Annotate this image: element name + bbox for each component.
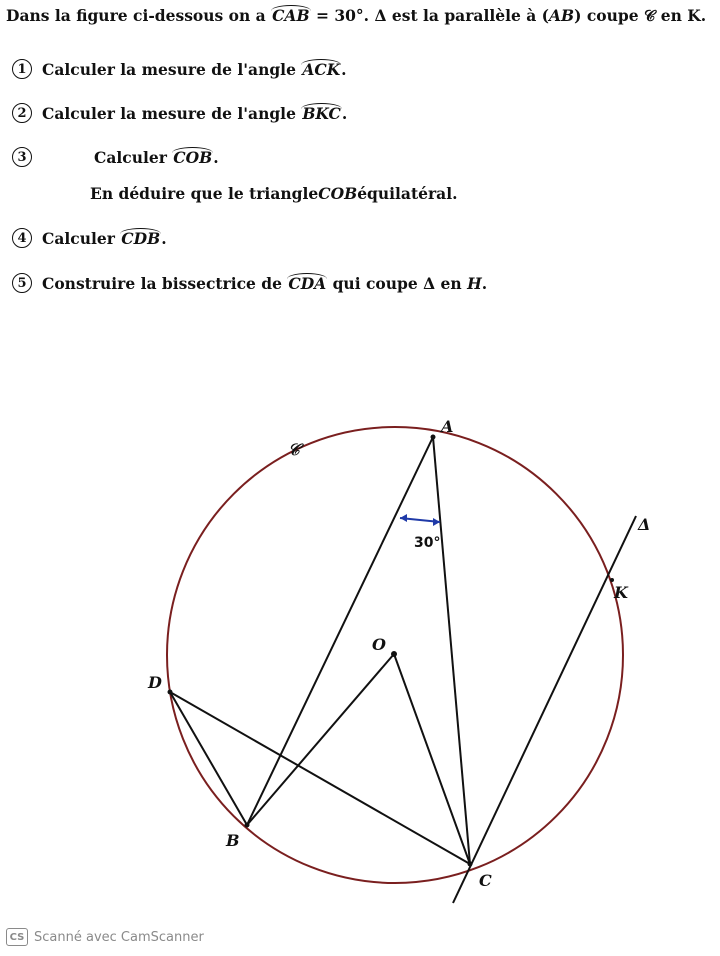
question-text-5: Construire la bissectrice de CDA qui coupe Δ en H. <box>42 273 488 293</box>
segment-oc <box>394 654 470 864</box>
label-delta: Δ <box>638 515 651 534</box>
point-d <box>168 690 173 695</box>
point-a <box>431 435 436 440</box>
point-h-label: H <box>467 273 482 293</box>
label-k: K <box>614 583 628 602</box>
line-delta <box>453 516 636 903</box>
label-a: A <box>441 417 454 436</box>
camscanner-text: Scanné avec CamScanner <box>34 929 204 945</box>
question-number-4: 4 <box>12 228 32 248</box>
label-o: O <box>372 635 386 654</box>
question-3-sub: En déduire que le triangle COB équilatéral. <box>90 183 458 203</box>
camscanner-watermark <box>6 928 204 946</box>
segment-ac <box>433 437 470 864</box>
question-3 <box>12 144 219 170</box>
question-text-3: Calculer COB. <box>94 147 219 167</box>
angle-arrow-right <box>433 518 440 526</box>
geometry-figure <box>0 380 720 920</box>
label-d: D <box>148 673 162 692</box>
question-2 <box>12 100 347 126</box>
label-c: C <box>479 871 492 890</box>
question-number-3: 3 <box>12 147 32 167</box>
segment-db <box>170 692 247 825</box>
circle-c-label: 𝒞 <box>288 440 300 459</box>
question-1 <box>12 56 347 82</box>
question-4 <box>12 225 167 251</box>
question-5 <box>12 270 487 296</box>
angle-cob: COB <box>173 147 213 167</box>
question-number-5: 5 <box>12 273 32 293</box>
intro-equals: = 30°. Δ est la parallèle à ( <box>310 6 549 25</box>
question-text-4: Calculer CDB. <box>42 228 167 248</box>
problem-statement <box>6 6 706 26</box>
question-text-2: Calculer la mesure de l'angle BKC. <box>42 103 348 123</box>
segment-ab <box>247 437 433 825</box>
angle-cab: CAB <box>272 6 310 25</box>
angle-ack: ACK <box>302 59 341 79</box>
label-b: B <box>226 831 240 850</box>
intro-suffix: ) coupe 𝒞 en K. <box>574 6 707 25</box>
question-number-1: 1 <box>12 59 32 79</box>
angle-arrow-left <box>400 514 407 522</box>
question-number-2: 2 <box>12 103 32 123</box>
segment-dc <box>170 692 470 864</box>
camscanner-logo-icon: CS <box>6 928 28 946</box>
point-k <box>610 578 614 582</box>
angle-30-label: 30° <box>414 535 441 551</box>
angle-cda: CDA <box>288 273 327 293</box>
point-o <box>391 651 397 657</box>
point-c <box>468 862 473 867</box>
segment-bo <box>247 654 394 825</box>
angle-cdb: CDB <box>121 228 161 248</box>
line-ab: AB <box>549 6 575 25</box>
intro-prefix: Dans la figure ci-dessous on a <box>6 6 272 25</box>
point-b <box>245 823 250 828</box>
triangle-cob: COB <box>318 183 358 203</box>
angle-bkc: BKC <box>302 103 341 123</box>
question-text-1: Calculer la mesure de l'angle ACK. <box>42 59 347 79</box>
